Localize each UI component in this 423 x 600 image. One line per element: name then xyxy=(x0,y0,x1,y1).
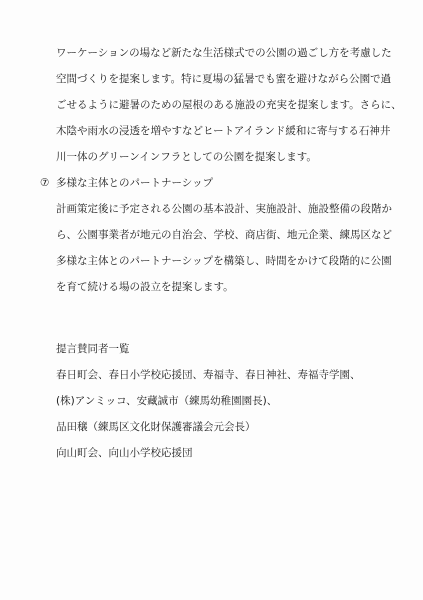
sponsors-heading: 提言賛同者一覧 xyxy=(56,343,130,355)
paragraph-line: 多様な主体とのパートナーシップを構築し、時間をかけて段階的に公園 xyxy=(56,255,392,267)
paragraph-line: 木陰や雨水の浸透を増やすなどヒートアイランド緩和に寄与する石神井 xyxy=(56,125,391,137)
sponsor-line: (株)アンミッコ、安藏誠市（練馬幼稚園園長)、 xyxy=(56,395,278,407)
paragraph-line: ら、公園事業者が地元の自治会、学校、商店街、地元企業、練馬区など xyxy=(56,229,392,241)
section-number: ⑦ xyxy=(40,177,50,189)
paragraph-line: 計画策定後に予定される公園の基本設計、実施設計、施設整備の段階か xyxy=(56,203,392,215)
paragraph-line: ごせるように避暑のための屋根のある施設の充実を提案します。さらに、 xyxy=(56,99,402,111)
paragraph-line: 川一体のグリーンインフラとしての公園を提案します。 xyxy=(56,151,317,163)
document-body xyxy=(40,40,402,466)
paragraph-line: 空間づくりを提案します。特に夏場の猛暑でも蜜を避けながら公園で過 xyxy=(56,73,392,85)
paragraph-continued xyxy=(56,40,402,170)
sponsor-line: 春日町会、春日小学校応援団、寿福寺、春日神社、寿福寺学園、 xyxy=(56,369,361,381)
sponsor-line: 品田穣（練馬区文化財保護審議会元会長） xyxy=(56,421,256,433)
section-heading xyxy=(40,170,386,196)
spacer xyxy=(56,300,386,326)
paragraph-line: ワーケーションの場など新たな生活様式での公園の過ごし方を考慮した xyxy=(56,47,392,59)
section-title: 多様な主体とのパートナーシップ xyxy=(56,177,214,189)
paragraph-line: を育て続ける場の設立を提案します。 xyxy=(56,281,234,293)
sponsors-list xyxy=(56,362,386,466)
section-paragraph xyxy=(56,196,392,300)
sponsor-line: 向山町会、向山小学校応援団 xyxy=(56,447,193,459)
